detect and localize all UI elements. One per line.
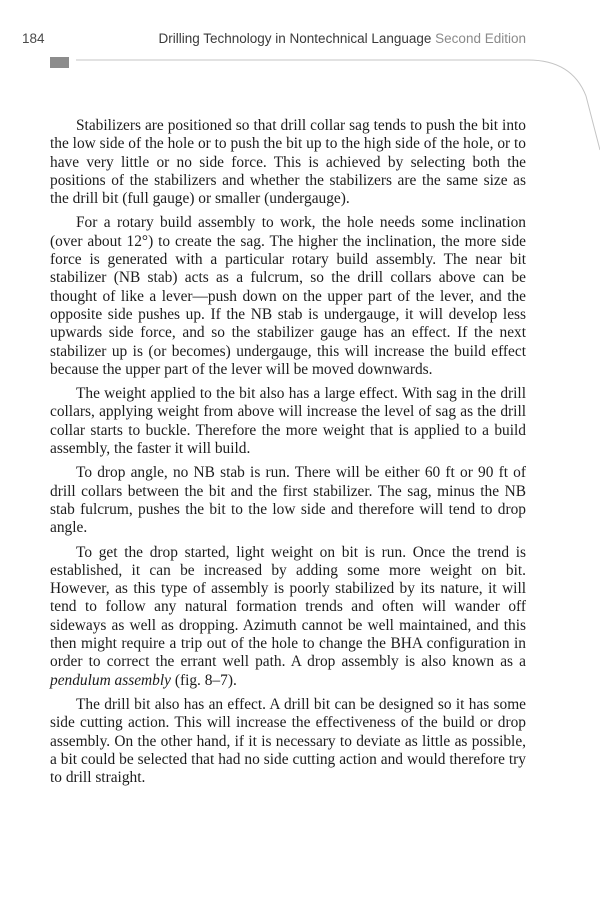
paragraph-drop-start xyxy=(50,544,526,690)
paragraph-text: To get the drop started, light weight on bit is run. Once the trend is established, it can be increased by adding some more weight on bit. However, as this type of assembly is poorly stabilized by its nature, it will tend to follow any natural formation trends and often will wander off sideways as well as dropping. Azimuth cannot be well maintained, and this then might require a trip out of the hole to change the BHA configuration in order to correct the errant well path. A drop assembly is also known as a xyxy=(50,543,526,671)
edition-label: Second Edition xyxy=(435,31,526,46)
paragraph-drill-bit: The drill bit also has an effect. A drill bit can be designed so it has some side cutting action. This will increase the effectiveness of the build or drop assembly. On the other hand, if it is necessary to deviate as little as possible, a bit could be selected that had no side cutting action and would therefore try to drill straight. xyxy=(50,695,526,787)
paragraph-drop-angle: To drop angle, no NB stab is run. There will be either 60 ft or 90 ft of drill collars between the bit and the first stabilizer. The sag, minus the NB stab fulcrum, pushes the bit to the low side and therefore will tend to drop angle. xyxy=(50,464,526,537)
body-text xyxy=(50,117,526,793)
figure-reference: (fig. 8–7). xyxy=(170,671,237,689)
pendulum-assembly-term: pendulum assembly xyxy=(50,671,171,689)
page-number: 184 xyxy=(22,31,45,46)
paragraph-weight-effect: The weight applied to the bit also has a large effect. With sag in the drill collars, applying weight from above will increase the level of sag as the drill collar starts to buckle. Therefore the more weight that is applied to a build assembly, the faster it will build. xyxy=(50,385,526,458)
paragraph-rotary-build: For a rotary build assembly to work, the hole needs some inclination (over about 12°) to create the sag. The higher the inclination, the more side force is generated with a particular rotary build assembly. The near bit stabilizer (NB stab) acts as a fulcrum, so the drill collars above can be thought of like a lever—push down on the upper part of the lever, and the opposite side pushes up. If the NB stab is undergauge, it will develop less upwards side force, and so the stabilizer gauge has an effect. If the next stabilizer up is (or becomes) undergauge, this will increase the build effect because the upper part of the lever will be moved downwards. xyxy=(50,214,526,378)
book-title: Drilling Technology in Nontechnical Language xyxy=(158,31,432,46)
paragraph-stabilizer-positions: Stabilizers are positioned so that drill collar sag tends to push the bit into the low side of the hole or to push the bit up to the high side of the hole, or to have very little or no side force. This is achieved by selecting both the positions of the stabilizers and whether the stabilizers are the same size as the drill bit (full gauge) or smaller (undergauge). xyxy=(50,117,526,208)
